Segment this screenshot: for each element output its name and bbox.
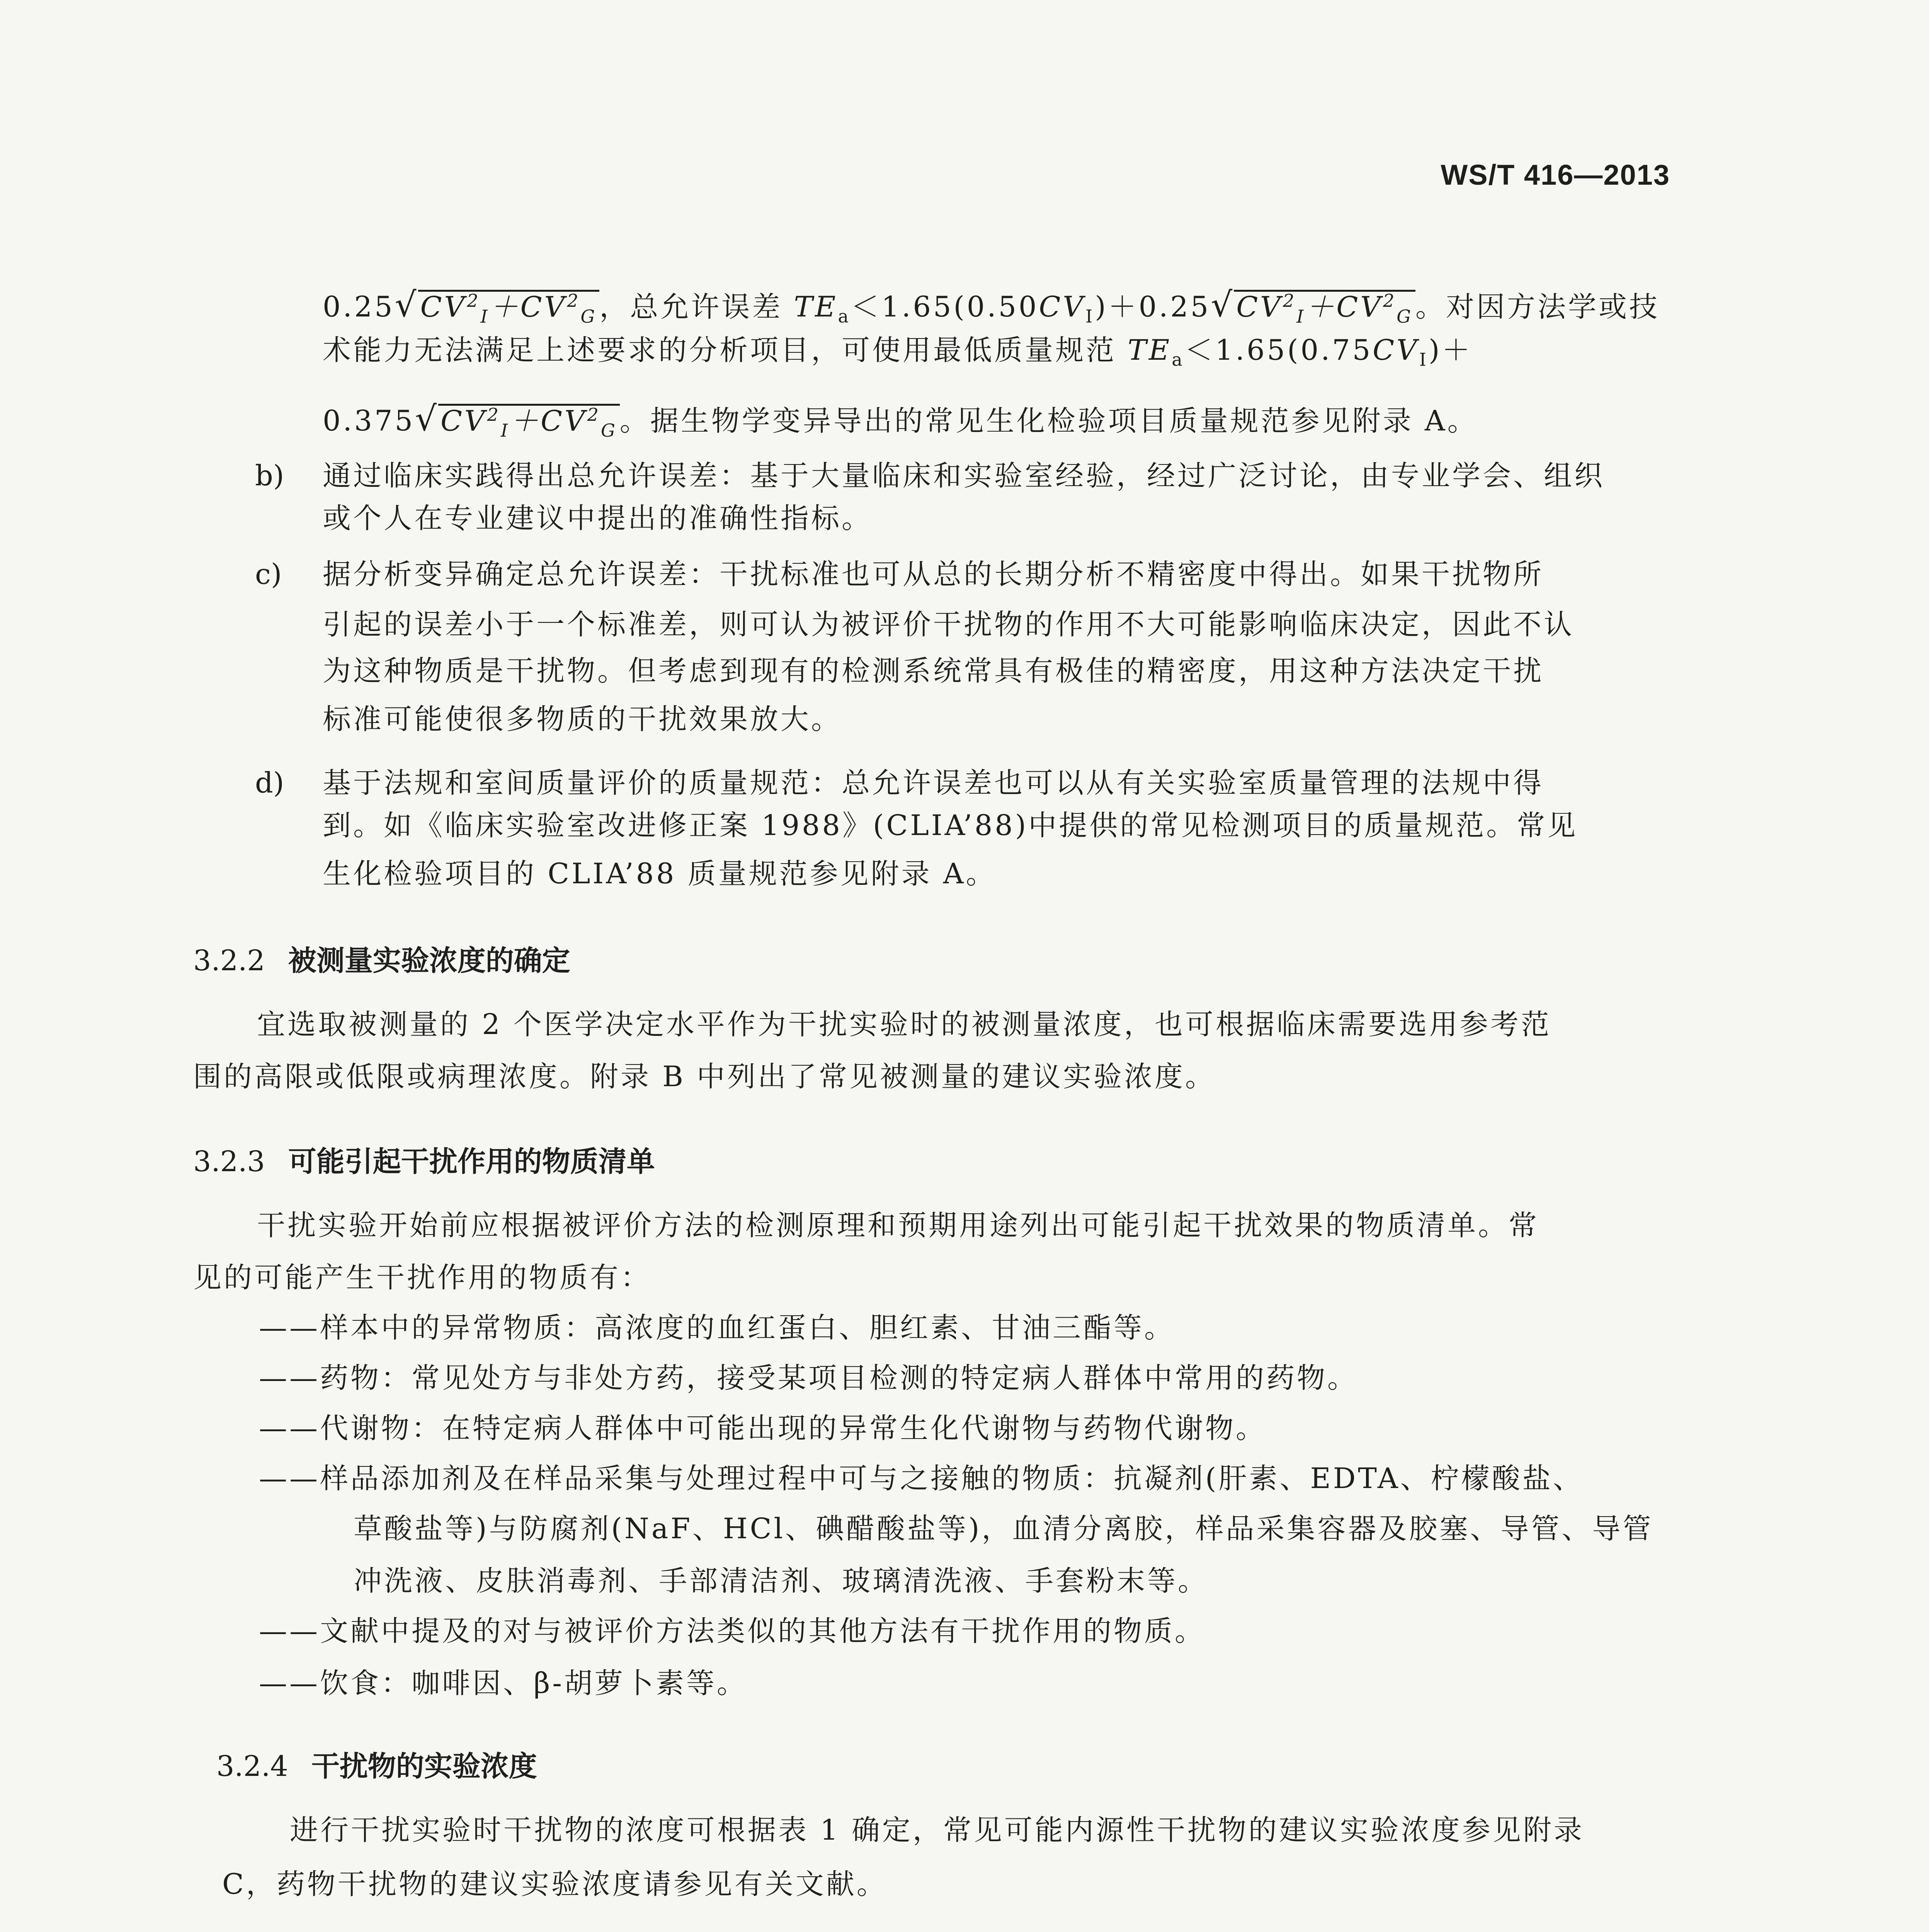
paragraph-line: 干扰实验开始前应根据被评价方法的检测原理和预期用途列出可能引起干扰效果的物质清单。常 [257,1209,1539,1242]
item-c-line: 标准可能使很多物质的干扰效果放大。 [323,703,842,736]
item-d-line: 到。如《临床实验室改进修正案 1988》(CLIA’88)中提供的常见检测项目的质量规范。常见 [323,809,1578,842]
bullet-line: ——代谢物：在特定病人群体中可能出现的异常生化代谢物与药物代谢物。 [259,1412,1266,1445]
item-c-line: 据分析变异确定总允许误差：干扰标准也可从总的长期分析不精密度中得出。如果干扰物所 [323,558,1544,591]
item-b-line: 通过临床实践得出总允许误差：基于大量临床和实验室经验，经过广泛讨论，由专业学会、组织 [323,459,1605,492]
formula-line-1: $0.25√CV^2_I+CV^2_G$，总允许误差 $TE_a<1.65(0.50CV_I)+0.25√CV^2_I+CV^2_G$。对因方法学或技 [323,285,1660,327]
item-label-b: b) [255,459,284,492]
standard-number: WS/T 416—2013 [1441,159,1670,191]
item-d-line: 基于法规和室间质量评价的质量规范：总允许误差也可以从有关实验室质量管理的法规中得 [323,767,1544,799]
item-c-line: 引起的误差小于一个标准差，则可认为被评价干扰物的作用不大可能影响临床决定，因此不认 [323,608,1574,641]
paragraph-line: C，药物干扰物的建议实验浓度请参见有关文献。 [222,1868,887,1901]
bullet-line: 草酸盐等)与防腐剂(NaF、HCl、碘醋酸盐等)，血清分离胶，样品采集容器及胶塞、导管、导管 [354,1512,1653,1545]
bullet-line: 冲洗液、皮肤消毒剂、手部清洁剂、玻璃清洗液、手套粉末等。 [354,1565,1208,1597]
section-heading-3-2-2: 3.2.2 被测量实验浓度的确定 [193,944,570,977]
bullet-line: ——文献中提及的对与被评价方法类似的其他方法有干扰作用的物质。 [259,1615,1205,1648]
paragraph-line: 进行干扰实验时干扰物的浓度可根据表 1 确定，常见可能内源性干扰物的建议实验浓度参见附录 [290,1814,1584,1847]
formula-line-2: 术能力无法满足上述要求的分析项目，可使用最低质量规范 $TE_a<1.65(0.75CV_I)+$ [323,334,1473,370]
paragraph-line: 围的高限或低限或病理浓度。附录 B 中列出了常见被测量的建议实验浓度。 [193,1060,1216,1093]
item-c-line: 为这种物质是干扰物。但考虑到现有的检测系统常具有极佳的精密度，用这种方法决定干扰 [323,655,1544,687]
paragraph-line: 见的可能产生干扰作用的物质有： [193,1261,651,1294]
section-heading-3-2-4: 3.2.4 干扰物的实验浓度 [216,1750,537,1783]
bullet-line: ——药物：常见处方与非处方药，接受某项目检测的特定病人群体中常用的药物。 [259,1362,1358,1395]
paragraph-line: 宜选取被测量的 2 个医学决定水平作为干扰实验时的被测量浓度，也可根据临床需要选用参考范 [257,1008,1551,1041]
bullet-line: ——样品添加剂及在样品采集与处理过程中可与之接触的物质：抗凝剂(肝素、EDTA、柠檬酸盐、 [259,1462,1584,1495]
item-label-d: d) [255,767,284,799]
bullet-line: ——样本中的异常物质：高浓度的血红蛋白、胆红素、甘油三酯等。 [259,1311,1175,1344]
section-heading-3-2-3: 3.2.3 可能引起干扰作用的物质清单 [193,1145,655,1178]
item-label-c: c) [255,558,282,591]
bullet-line: ——饮食：咖啡因、β-胡萝卜素等。 [259,1667,747,1700]
formula-line-3: $0.375√CV^2_I+CV^2_G$。据生物学变异导出的常见生化检验项目质量规范参见附录 A。 [323,399,1478,441]
item-d-line: 生化检验项目的 CLIA’88 质量规范参见附录 A。 [323,857,997,890]
item-b-line: 或个人在专业建议中提出的准确性指标。 [323,502,872,535]
